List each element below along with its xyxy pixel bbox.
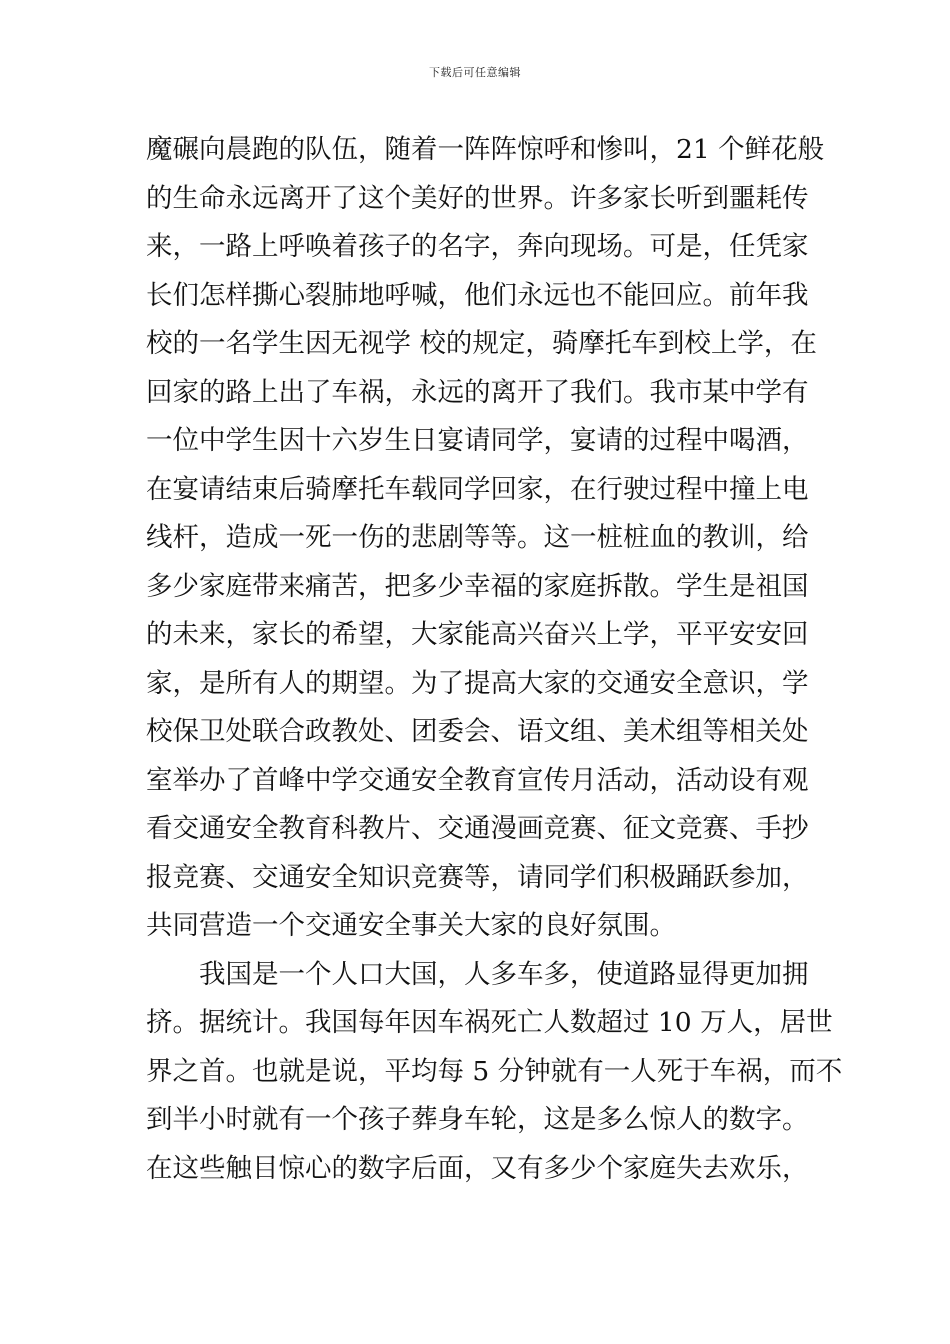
- text-line: 挤。据统计。我国每年因车祸死亡人数超过 10 万人，居世: [146, 1007, 833, 1038]
- text-line: 室举办了首峰中学交通安全教育宣传月活动，活动设有观: [146, 764, 809, 796]
- paragraph-2: [146, 951, 843, 1194]
- text-line: 的生命永远离开了这个美好的世界。许多家长听到噩耗传: [146, 182, 809, 214]
- text-line: 在这些触目惊心的数字后面，又有多少个家庭失去欢乐，: [146, 1152, 809, 1184]
- text-line: 报竞赛、交通安全知识竞赛等，请同学们积极踊跃参加，: [146, 861, 809, 893]
- text-line: 回家的路上出了车祸，永远的离开了我们。我市某中学有: [146, 376, 809, 408]
- page-header: 下载后可任意编辑: [429, 66, 521, 79]
- text-line: 校保卫处联合政教处、团委会、语文组、美术组等相关处: [146, 716, 809, 747]
- paragraph-1: [146, 126, 825, 951]
- text-line: 魔碾向晨跑的队伍，随着一阵阵惊呼和惨叫，21 个鲜花般: [146, 134, 825, 165]
- text-line: 线杆，造成一死一伤的悲剧等等。这一桩桩血的教训，给: [146, 522, 809, 553]
- text-line: 在宴请结束后骑摩托车载同学回家，在行驶过程中撞上电: [146, 473, 809, 505]
- text-line: 到半小时就有一个孩子葬身车轮，这是多么惊人的数字。: [146, 1104, 809, 1135]
- text-line: 多少家庭带来痛苦，把多少幸福的家庭拆散。学生是祖国: [146, 570, 809, 602]
- text-line: 来，一路上呼唤着孩子的名字，奔向现场。可是，任凭家: [146, 231, 809, 262]
- text-line: 长们怎样撕心裂肺地呼喊，他们永远也不能回应。前年我: [146, 279, 809, 311]
- text-line: 界之首。也就是说，平均每 5 分钟就有一人死于车祸，而不: [146, 1055, 843, 1087]
- text-line: 家，是所有人的期望。为了提高大家的交通安全意识，学: [146, 667, 809, 699]
- text-line-indented: 我国是一个人口大国，人多车多，使道路显得更加拥: [199, 958, 809, 990]
- text-line: 的未来，家长的希望，大家能高兴奋兴上学，平平安安回: [146, 619, 809, 650]
- text-line: 一位中学生因十六岁生日宴请同学，宴请的过程中喝酒，: [146, 425, 809, 456]
- text-line: 看交通安全教育科教片、交通漫画竞赛、征文竞赛、手抄: [146, 813, 809, 844]
- body-text: [146, 126, 843, 1193]
- text-line: 校的一名学生因无视学 校的规定，骑摩托车到校上学，在: [146, 328, 817, 359]
- text-line: 共同营造一个交通安全事关大家的良好氛围。: [146, 910, 676, 941]
